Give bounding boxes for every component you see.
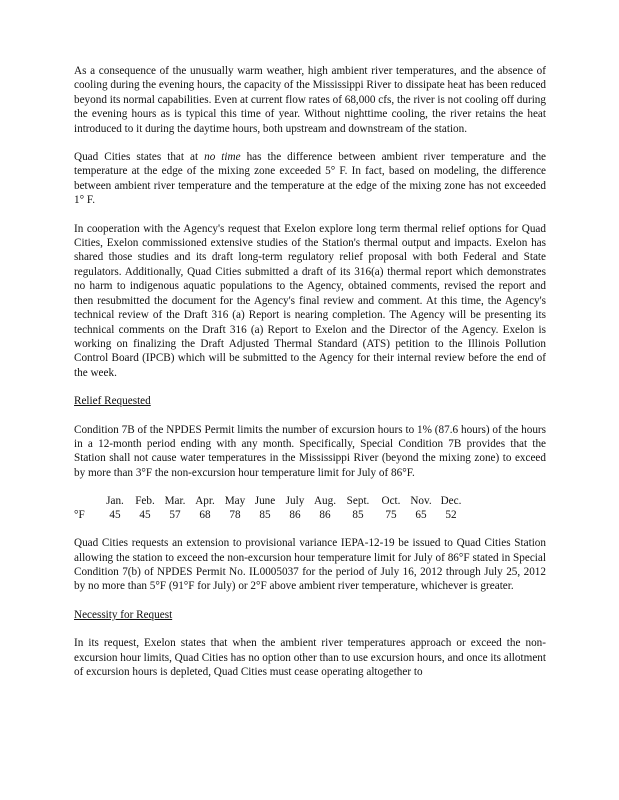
emphasis-no-time: no time bbox=[204, 151, 241, 164]
temperature-value: 86 bbox=[319, 509, 331, 522]
temperature-value: 65 bbox=[415, 509, 427, 522]
document-body bbox=[74, 64, 546, 693]
paragraph-variance-request: Quad Cities requests an extension to provisional variance IEPA-12-19 be issued to Quad Cities Station allowing the station to exceed the non-excursion hour temperature limit for July of 86°F stated in Special Condition 7(b) of NPDES Permit No. IL0005037 for the period of July 16, 2012 through July 25, 2012 by no more than 5°F (91°F for July) or 2°F above ambient river temperature, whichever is greater. bbox=[74, 537, 546, 593]
monthly-temperature-limits-table bbox=[74, 494, 546, 522]
month-label: Jan. bbox=[106, 495, 124, 508]
heading-necessity-for-request: Necessity for Request bbox=[74, 608, 173, 621]
month-label: June bbox=[254, 495, 276, 508]
temperature-value: 85 bbox=[352, 509, 364, 522]
temperature-value: 86 bbox=[289, 509, 301, 522]
temperature-value: 85 bbox=[259, 509, 271, 522]
month-label: Dec. bbox=[440, 495, 462, 508]
month-label: Sept. bbox=[346, 495, 370, 508]
month-label: Nov. bbox=[410, 495, 432, 508]
temperature-table-month-row bbox=[74, 494, 546, 508]
paragraph-condition-7b: Condition 7B of the NPDES Permit limits the number of excursion hours to 1% (87.6 hours) of the hours in a 12-month period ending with any month. Specifically, Special Condition 7B provides that the Station shall not cause water temperatures in the Mississippi River (beyond the mixing zone) to exceed by more than 3°F the non-excursion hour temperature limit for July of 86°F. bbox=[74, 423, 546, 479]
paragraph-text: has the difference between ambient river temperature and the temperature at the edge of the mixing zone exceeded 5° F. In fact, based on modeling, the difference between ambient river temperature and the temperature at the edge of the mixing zone has not exceeded 1° F. bbox=[74, 151, 547, 207]
temperature-value: 78 bbox=[229, 509, 241, 522]
temperature-value: 52 bbox=[445, 509, 457, 522]
month-label: Aug. bbox=[313, 495, 337, 508]
month-label: May bbox=[224, 495, 246, 508]
temperature-value: 75 bbox=[385, 509, 397, 522]
paragraph-river-cooling: As a consequence of the unusually warm weather, high ambient river temperatures, and the absence of cooling during the evening hours, the capacity of the Mississippi River to dissipate heat has been reduced beyond its normal capabilities. Even at current flow rates of 68,000 cfs, the river is not cooling off during the evening hours as is typical this time of year. Without nighttime cooling, the river retains the heat introduced to it during the daytime hours, both upstream and downstream of the station. bbox=[74, 65, 546, 135]
paragraph-thermal-relief: In cooperation with the Agency's request that Exelon explore long term thermal relief options for Quad Cities, Exelon commissioned extensive studies of the Station's thermal output and impacts. Exelon has shared those studies and its draft long-term regulatory relief proposal with both Federal and State regulators. Additionally, Quad Cities submitted a draft of its 316(a) thermal report which demonstrates no harm to indigenous aquatic populations to the Agency, obtained comments, revised the report and then resubmitted the document for the Agency's final review and comment. At this time, the Agency's technical review of the Draft 316 (a) Report is nearing completion. The Agency will be presenting its technical comments on the Draft 316 (a) Report to Exelon and the Director of the Agency. Exelon is working on finalizing the Draft Adjusted Thermal Standard (ATS) petition to the Illinois Pollution Control Board (IPCB) which will be submitted to the Agency for their internal review before the end of the week. bbox=[74, 222, 546, 379]
month-label: Apr. bbox=[195, 495, 215, 508]
temperature-table-value-row bbox=[74, 508, 546, 522]
temperature-value: 68 bbox=[199, 509, 211, 522]
temperature-value: 45 bbox=[139, 509, 151, 522]
temperature-value: 45 bbox=[109, 509, 121, 522]
paragraph-text: Quad Cities states that at bbox=[74, 151, 205, 164]
month-label: Mar. bbox=[164, 495, 186, 508]
temperature-value: 57 bbox=[169, 509, 181, 522]
month-label: July bbox=[285, 495, 305, 508]
heading-relief-requested: Relief Requested bbox=[74, 395, 151, 408]
unit-label: °F bbox=[74, 509, 85, 522]
month-label: Oct. bbox=[381, 495, 401, 508]
paragraph-excursion-hours: In its request, Exelon states that when the ambient river temperatures approach or exceed the non-excursion hour limits, Quad Cities has no option other than to use excursion hours, and once its allotment of excursion hours is depleted, Quad Cities must cease operating altogether to bbox=[74, 637, 546, 678]
month-label: Feb. bbox=[135, 495, 155, 508]
paragraph-temperature-difference bbox=[74, 150, 546, 208]
